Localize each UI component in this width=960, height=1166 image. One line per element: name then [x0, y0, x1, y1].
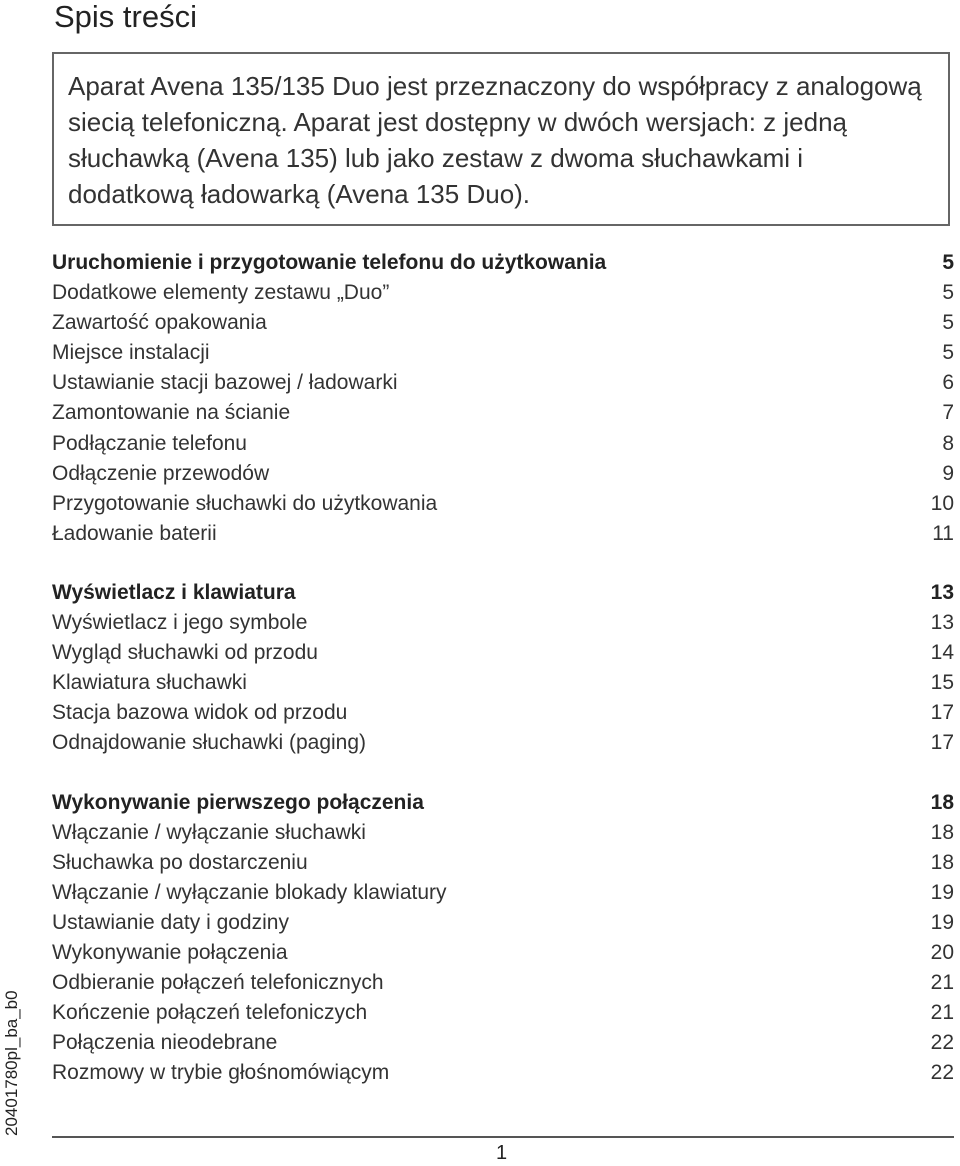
toc-entry-page: 19: [930, 910, 954, 934]
toc-entry-label: Kończenie połączeń telefoniczych: [52, 1001, 368, 1025]
toc-entry-label: Wygląd słuchawki od przodu: [52, 641, 318, 665]
toc-entry-page: 17: [930, 701, 954, 725]
toc-entry-label: Odnajdowanie słuchawki (paging): [52, 731, 367, 755]
toc-entry-page: 9: [942, 461, 954, 485]
toc-entry[interactable]: [52, 998, 954, 1028]
toc-entry[interactable]: [52, 908, 954, 938]
toc-heading-page: 13: [930, 580, 954, 604]
toc-entry-label: Miejsce instalacji: [52, 341, 210, 365]
toc-entry[interactable]: [52, 398, 954, 428]
toc-entry[interactable]: [52, 429, 954, 459]
toc-entry[interactable]: [52, 698, 954, 728]
toc-entry[interactable]: [52, 308, 954, 338]
toc-entry-page: 5: [942, 281, 954, 305]
toc-entry[interactable]: [52, 728, 954, 758]
toc-entry-label: Ustawianie stacji bazowej / ładowarki: [52, 371, 398, 395]
toc-section-setup: [52, 248, 954, 549]
toc-entry[interactable]: [52, 818, 954, 848]
toc-entry-label: Ładowanie baterii: [52, 521, 217, 545]
toc-entry-label: Rozmowy w trybie głośnomówiącym: [52, 1061, 390, 1085]
toc-entry-label: Stacja bazowa widok od przodu: [52, 701, 348, 725]
toc-entry-label: Połączenia nieodebrane: [52, 1031, 278, 1055]
toc-entry[interactable]: [52, 519, 954, 549]
toc-entry-page: 18: [930, 850, 954, 874]
intro-paragraph: Aparat Avena 135/135 Duo jest przeznaczony do współpracy z analogową siecią telefoniczną. Aparat jest dostępny w dwóch wersjach: z jedną słuchawką (Avena 135) lub jako zestaw z dwoma słuchawkami i dodatkową ładowarką (Avena 135 Duo).: [68, 71, 922, 209]
toc-entry[interactable]: [52, 1058, 954, 1088]
toc-entry-page: 20: [930, 940, 954, 964]
toc-entry-label: Podłączanie telefonu: [52, 431, 247, 455]
toc-entry[interactable]: [52, 638, 954, 668]
toc-entry[interactable]: [52, 368, 954, 398]
toc-entry-page: 21: [930, 971, 954, 995]
toc-entry[interactable]: [52, 938, 954, 968]
toc-entry-label: Słuchawka po dostarczeniu: [52, 850, 308, 874]
toc-entry[interactable]: [52, 278, 954, 308]
toc-entry-page: 22: [930, 1061, 954, 1085]
toc-entry[interactable]: [52, 459, 954, 489]
intro-box-bottom-border: [52, 224, 950, 226]
toc-entry-page: 11: [932, 521, 954, 545]
toc-entry-page: 14: [930, 641, 954, 665]
page-title: Spis treści: [54, 0, 197, 34]
toc-heading[interactable]: [52, 788, 954, 818]
toc-section-display: [52, 578, 954, 759]
toc-heading[interactable]: [52, 578, 954, 608]
toc-entry[interactable]: [52, 668, 954, 698]
intro-box-left-border: [52, 52, 54, 226]
toc-entry-label: Włączanie / wyłączanie blokady klawiatury: [52, 880, 447, 904]
toc-entry-page: 6: [942, 371, 954, 395]
footer-divider: [52, 1136, 954, 1138]
toc-entry[interactable]: [52, 338, 954, 368]
toc-entry[interactable]: [52, 1028, 954, 1058]
toc-entry-page: 15: [930, 671, 954, 695]
toc-entry-page: 22: [930, 1031, 954, 1055]
toc-entry[interactable]: [52, 968, 954, 998]
table-of-contents: [52, 248, 954, 1117]
toc-entry-label: Wyświetlacz i jego symbole: [52, 611, 308, 635]
toc-entry-page: 5: [942, 311, 954, 335]
toc-heading-page: 18: [930, 790, 954, 814]
toc-entry-page: 21: [930, 1001, 954, 1025]
toc-entry-label: Przygotowanie słuchawki do użytkowania: [52, 491, 438, 515]
toc-entry-label: Wykonywanie połączenia: [52, 940, 288, 964]
toc-entry[interactable]: [52, 489, 954, 519]
toc-heading-page: 5: [942, 251, 954, 274]
document-code: 20401780pl_ba_b0: [2, 990, 21, 1136]
toc-entry-label: Odbieranie połączeń telefonicznych: [52, 971, 384, 995]
toc-entry-label: Odłączenie przewodów: [52, 461, 270, 485]
toc-heading[interactable]: [52, 248, 954, 278]
toc-heading-label: Uruchomienie i przygotowanie telefonu do użytkowania: [52, 251, 607, 274]
toc-section-first-call: [52, 788, 954, 1089]
toc-heading-label: Wyświetlacz i klawiatura: [52, 580, 296, 604]
toc-entry-label: Włączanie / wyłączanie słuchawki: [52, 820, 366, 844]
page-number: 1: [496, 1142, 508, 1164]
toc-entry-label: Zamontowanie na ścianie: [52, 401, 291, 425]
toc-entry-label: Dodatkowe elementy zestawu „Duo”: [52, 281, 390, 305]
toc-entry-page: 18: [930, 820, 954, 844]
toc-entry-label: Ustawianie daty i godziny: [52, 910, 289, 934]
toc-entry-page: 8: [942, 431, 954, 455]
toc-entry-page: 5: [942, 341, 954, 365]
toc-entry[interactable]: [52, 608, 954, 638]
toc-entry[interactable]: [52, 848, 954, 878]
toc-entry-page: 13: [930, 611, 954, 635]
toc-entry-page: 10: [930, 491, 954, 515]
toc-entry-page: 7: [942, 401, 954, 425]
toc-entry-page: 19: [930, 880, 954, 904]
toc-heading-label: Wykonywanie pierwszego połączenia: [52, 790, 424, 814]
toc-entry-label: Zawartość opakowania: [52, 311, 267, 335]
toc-entry-page: 17: [930, 731, 954, 755]
toc-entry-label: Klawiatura słuchawki: [52, 671, 247, 695]
toc-entry[interactable]: [52, 878, 954, 908]
